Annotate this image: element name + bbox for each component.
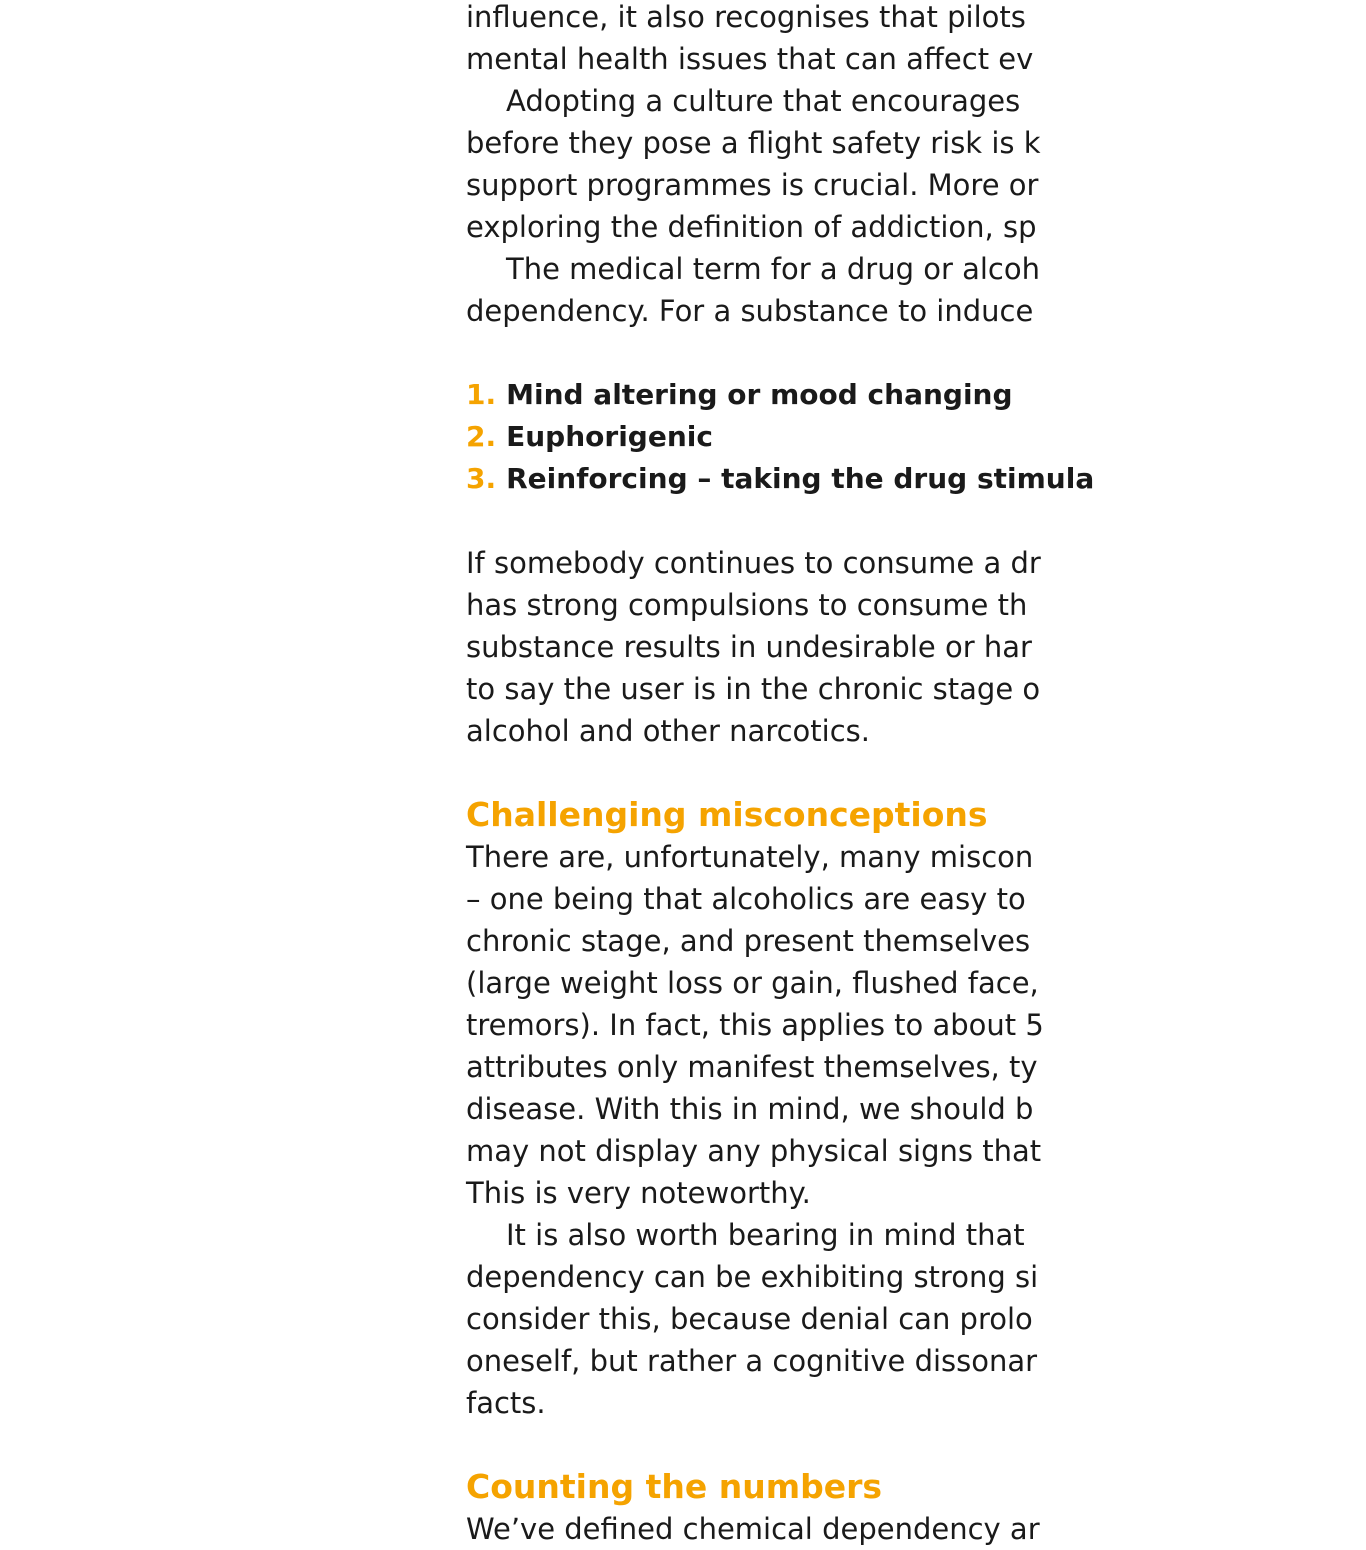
- section-heading: Counting the numbers: [466, 1467, 882, 1506]
- text-line: oneself, but rather a cognitive dissonar: [466, 1344, 1038, 1378]
- text-line: support programmes is crucial. More or: [466, 168, 1039, 202]
- text-line: The medical term for a drug or alcoh: [506, 252, 1040, 286]
- list-item-text: Mind altering or mood changing: [506, 378, 1013, 411]
- text-line: has strong compulsions to consume th: [466, 588, 1028, 622]
- list-number: 1.: [466, 378, 497, 411]
- text-line: – one being that alcoholics are easy to: [466, 882, 1026, 916]
- paragraph: [466, 1508, 1366, 1550]
- paragraph: [466, 248, 1366, 332]
- text-line: We’ve defined chemical dependency ar: [466, 1512, 1040, 1546]
- text-line: It is also worth bearing in mind that: [506, 1218, 1025, 1252]
- text-line: dependency can be exhibiting strong si: [466, 1260, 1039, 1294]
- text-line: influence, it also recognises that pilots: [466, 0, 1026, 34]
- spacer: [466, 1424, 1366, 1466]
- section-heading: Challenging misconceptions: [466, 795, 988, 834]
- text-line: alcohol and other narcotics.: [466, 714, 870, 748]
- list-item: [466, 374, 1366, 416]
- spacer: [466, 752, 1366, 794]
- numbered-list: [466, 374, 1366, 500]
- text-line: chronic stage, and present themselves: [466, 924, 1031, 958]
- text-line: before they pose a flight safety risk is k: [466, 126, 1041, 160]
- text-line: exploring the definition of addiction, sp: [466, 210, 1037, 244]
- list-item: [466, 458, 1366, 500]
- text-line: mental health issues that can affect ev: [466, 42, 1034, 76]
- spacer: [466, 500, 1366, 542]
- text-line: facts.: [466, 1386, 546, 1420]
- paragraph: [466, 1214, 1366, 1424]
- text-line: may not display any physical signs that: [466, 1134, 1042, 1168]
- text-line: disease. With this in mind, we should b: [466, 1092, 1034, 1126]
- text-line: If somebody continues to consume a dr: [466, 546, 1041, 580]
- text-line: consider this, because denial can prolo: [466, 1302, 1033, 1336]
- text-line: This is very noteworthy.: [466, 1176, 811, 1210]
- list-item-text: Euphorigenic: [506, 420, 713, 453]
- article-column: [466, 0, 1366, 1550]
- list-item: [466, 416, 1366, 458]
- paragraph: [466, 0, 1366, 80]
- spacer: [466, 332, 1366, 374]
- text-line: tremors). In fact, this applies to about 5: [466, 1008, 1044, 1042]
- text-line: There are, unfortunately, many miscon: [466, 840, 1034, 874]
- text-line: substance results in undesirable or har: [466, 630, 1032, 664]
- text-line: Adopting a culture that encourages: [506, 84, 1021, 118]
- text-line: dependency. For a substance to induce: [466, 294, 1034, 328]
- text-line: to say the user is in the chronic stage o: [466, 672, 1041, 706]
- text-line: attributes only manifest themselves, ty: [466, 1050, 1038, 1084]
- paragraph: [466, 836, 1366, 1214]
- paragraph: [466, 80, 1366, 248]
- text-line: (large weight loss or gain, flushed face,: [466, 966, 1039, 1000]
- paragraph: [466, 542, 1366, 752]
- list-number: 2.: [466, 420, 497, 453]
- list-number: 3.: [466, 462, 497, 495]
- list-item-text: Reinforcing – taking the drug stimula: [506, 462, 1095, 495]
